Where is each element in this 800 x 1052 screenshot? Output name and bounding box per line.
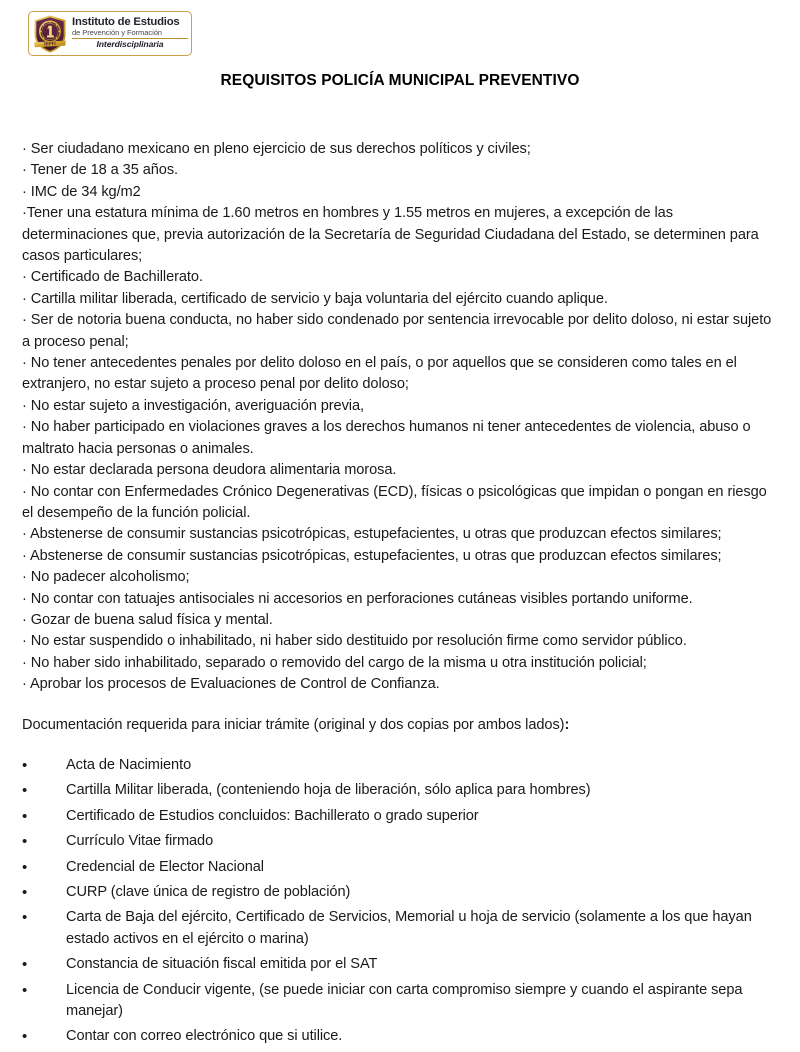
- institution-logo-text: [72, 17, 188, 50]
- document-body: [22, 139, 778, 1052]
- requirement-item: · Aprobar los procesos de Evaluaciones de Control de Confianza.: [22, 676, 440, 693]
- requirements-list: [22, 139, 778, 696]
- documentation-item: [22, 907, 778, 950]
- documentation-item-label: Cartilla Militar liberada, (conteniendo hoja de liberación, sólo aplica para hombres): [66, 782, 591, 799]
- documentation-item: [22, 831, 778, 852]
- documentation-item-label: Certificado de Estudios concluidos: Bachillerato o grado superior: [66, 807, 479, 824]
- requirement-item: · No estar suspendido o inhabilitado, ni haber sido destituido por resolución firme como servidor público.: [22, 633, 687, 650]
- institution-name-line1: Instituto de Estudios: [72, 16, 180, 28]
- bullet-icon: •: [22, 807, 28, 825]
- requirement-item: · Certificado de Bachillerato.: [22, 269, 203, 286]
- documentation-item-label: Licencia de Conducir vigente, (se puede iniciar con carta compromiso siempre y cuando el aspirante sepa manejar): [66, 981, 743, 1020]
- documentation-item-label: Acta de Nacimiento: [66, 756, 192, 773]
- bullet-icon: •: [22, 1028, 28, 1046]
- documentation-item: [22, 780, 778, 801]
- bullet-icon: •: [22, 884, 28, 901]
- requirement-item: · No estar declarada persona deudora alimentaria morosa.: [22, 462, 397, 479]
- requirement-item: · IMC de 34 kg/m2: [22, 183, 141, 200]
- documentation-intro-colon: :: [564, 716, 570, 733]
- requirement-item: · No haber participado en violaciones graves a los derechos humanos ni tener antecedentes de violencia, abuso o maltrato hacia personas o animales.: [22, 419, 751, 457]
- page-title: REQUISITOS POLICÍA MUNICIPAL PREVENTIVO: [220, 72, 580, 89]
- documentation-item: [22, 755, 778, 776]
- bullet-icon: •: [22, 981, 28, 999]
- documentation-item-label: Currículo Vitae firmado: [66, 833, 214, 850]
- documentation-item: [22, 857, 778, 878]
- documentation-item-label: Contar con correo electrónico que si utilice.: [66, 1028, 343, 1045]
- documentation-item: [22, 1026, 778, 1047]
- requirement-item: · No haber sido inhabilitado, separado o removido del cargo de la misma u otra institución policial;: [22, 654, 647, 671]
- requirement-item: · No tener antecedentes penales por delito doloso en el país, o por aquellos que se consideren como tales en el extranjero, no estar sujeto a proceso penal por delito doloso;: [22, 355, 737, 393]
- documentation-item-label: CURP (clave única de registro de población): [66, 884, 351, 900]
- documentation-list: [22, 755, 778, 1048]
- bullet-icon: •: [22, 956, 28, 974]
- requirement-item: · Gozar de buena salud física y mental.: [22, 611, 273, 628]
- documentation-item-label: Carta de Baja del ejército, Certificado de Servicios, Memorial u hoja de servicio (solamente a los que hayan estado activos en el ejército o marina): [66, 909, 752, 947]
- requirement-item: · Tener de 18 a 35 años.: [22, 162, 179, 179]
- svg-text:IEPFI: IEPFI: [44, 40, 56, 46]
- bullet-icon: •: [22, 756, 28, 774]
- requirement-item: · Abstenerse de consumir sustancias psicotrópicas, estupefacientes, u otras que produzcan efectos similares;: [22, 526, 722, 543]
- documentation-item: [22, 882, 778, 903]
- institution-name-line2: de Prevención y Formación: [72, 27, 162, 37]
- requirement-item: · No padecer alcoholismo;: [22, 569, 190, 586]
- documentation-item: [22, 806, 778, 827]
- requirement-item: ·Tener una estatura mínima de 1.60 metros en hombres y 1.55 metros en mujeres, a excepción de las determinaciones que, previa autorización de la Secretaría de Seguridad Ciudadana del Estado, se determinen para casos particulares;: [22, 205, 759, 265]
- requirement-item: · Abstenerse de consumir sustancias psicotrópicas, estupefacientes, u otras que produzcan efectos similares;: [22, 547, 722, 564]
- requirement-item: · Ser de notoria buena conducta, no haber sido condenado por sentencia irrevocable por delito doloso, ni estar sujeto a proceso penal;: [22, 312, 772, 350]
- institution-logo: [28, 11, 192, 56]
- requirement-item: · Cartilla militar liberada, certificado de servicio y baja voluntaria del ejército cuando aplique.: [22, 290, 608, 307]
- bullet-icon: •: [22, 833, 28, 851]
- bullet-icon: •: [22, 782, 28, 800]
- requirement-item: · No contar con tatuajes antisociales ni accesorios en perforaciones cutáneas visibles portando uniforme.: [22, 590, 693, 607]
- bullet-icon: •: [22, 858, 28, 876]
- bullet-icon: •: [22, 909, 28, 927]
- iepfi-shield-crest-icon: [31, 14, 69, 54]
- documentation-item-label: Constancia de situación fiscal emitida por el SAT: [66, 956, 378, 973]
- documentation-intro-text: Documentación requerida para iniciar trámite (original y dos copias por ambos lados): [22, 716, 565, 733]
- documentation-item-label: Credencial de Elector Nacional: [66, 858, 264, 875]
- documentation-item: [22, 980, 778, 1023]
- requirement-item: · Ser ciudadano mexicano en pleno ejercicio de sus derechos políticos y civiles;: [22, 141, 531, 157]
- requirement-item: · No estar sujeto a investigación, averiguación previa,: [22, 397, 364, 414]
- institution-name-line3: Interdisciplinaria: [96, 39, 164, 50]
- requirement-item: · No contar con Enfermedades Crónico Degenerativas (ECD), físicas o psicológicas que impidan o pongan en riesgo el desempeño de la función policial.: [22, 483, 767, 521]
- documentation-item: [22, 954, 778, 975]
- documentation-intro: [22, 715, 778, 736]
